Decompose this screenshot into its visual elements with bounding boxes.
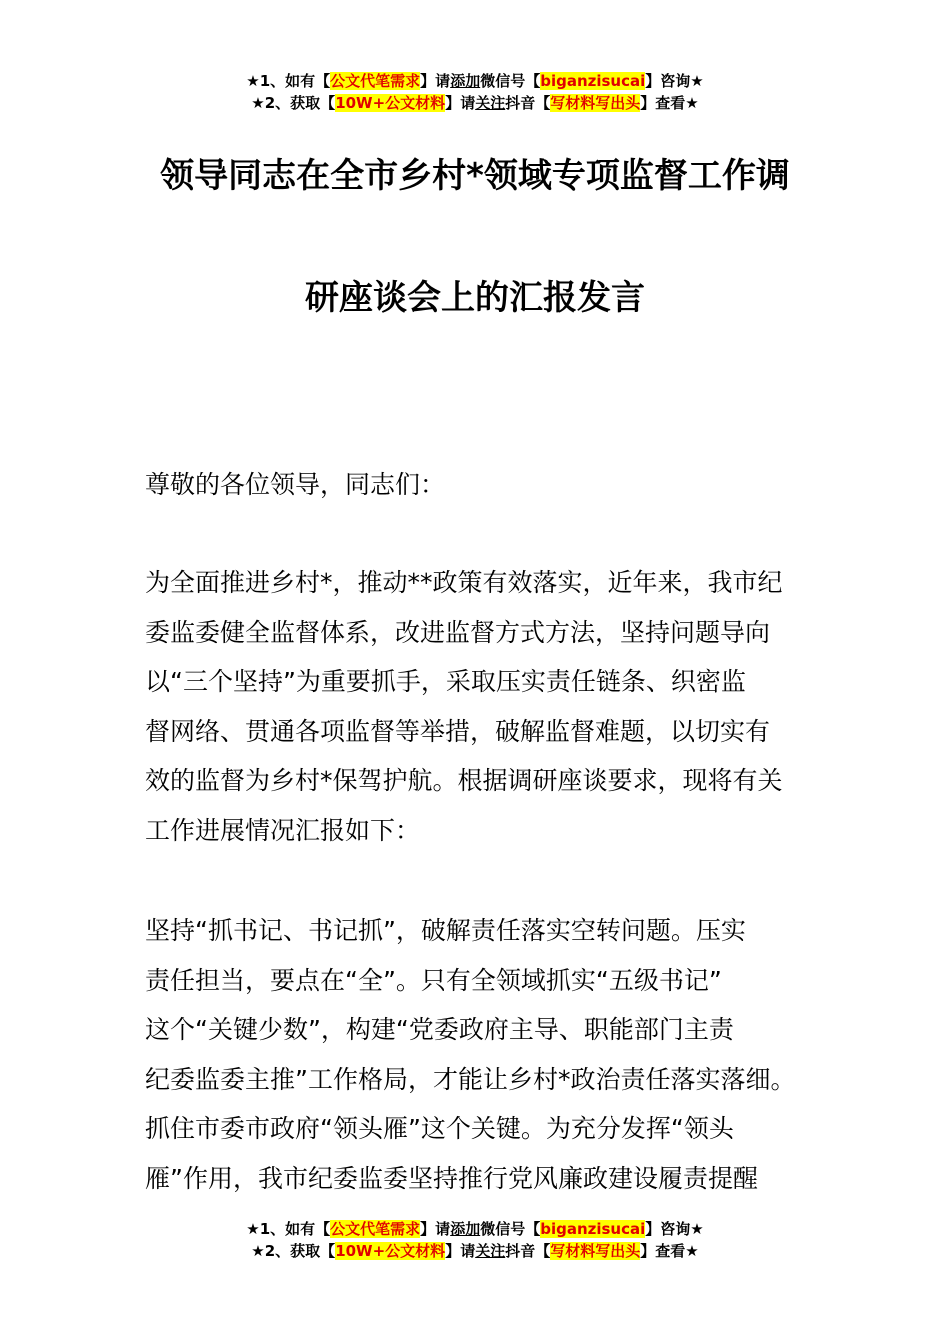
bottom-ad-banner (0, 1218, 950, 1262)
paragraph-intro (145, 558, 835, 855)
banner-line-1: ★1、如有【公文代笔需求】请添加微信号【biganzisucai】咨询★ (246, 72, 704, 90)
text-line: 工作进展情况汇报如下： (145, 815, 421, 845)
highlight-wechat-id: biganzisucai (540, 1220, 646, 1238)
document-title-line-1: 领导同志在全市乡村*领域专项监督工作调 (160, 156, 790, 196)
text-line: 抓住市委市政府“领头雁”这个关键。为充分发挥“领头 (145, 1114, 734, 1143)
highlight-douyin: 写材料写出头 (550, 94, 641, 112)
banner-line-2: ★2、获取【10W+公文材料】请关注抖音【写材料写出头】查看★ (251, 94, 699, 112)
text-line: 效的监督为乡村*保驾护航。根据调研座谈要求，现将有关 (145, 766, 783, 795)
highlight-materials: 10W+公文材料 (335, 94, 446, 112)
highlight-ghostwriting: 公文代笔需求 (330, 1220, 421, 1238)
highlight-douyin: 写材料写出头 (550, 1242, 641, 1260)
highlight-ghostwriting: 公文代笔需求 (330, 72, 421, 90)
greeting: 尊敬的各位领导，同志们： (145, 470, 446, 499)
top-ad-banner (0, 70, 950, 114)
text-line: 为全面推进乡村*，推动**政策有效落实，近年来，我市纪 (145, 568, 783, 597)
paragraph-responsibility (145, 906, 835, 1203)
highlight-wechat-id: biganzisucai (540, 72, 646, 90)
text-line: 委监委健全监督体系，改进监督方式方法，坚持问题导向 (145, 617, 771, 647)
text-line: 督网络、贯通各项监督等举措，破解监督难题，以切实有 (145, 716, 771, 746)
text-line: 纪委监委主推”工作格局，才能让乡村*政治责任落实落细。 (145, 1064, 796, 1094)
banner-line-1: ★1、如有【公文代笔需求】请添加微信号【biganzisucai】咨询★ (246, 1220, 704, 1238)
highlight-materials: 10W+公文材料 (335, 1242, 446, 1260)
text-line: 这个“关键少数”，构建“党委政府主导、职能部门主责 (145, 1015, 734, 1044)
text-line: 雁”作用，我市纪委监委坚持推行党风廉政建设履责提醒 (145, 1163, 758, 1193)
text-line: 坚持“抓书记、书记抓”，破解责任落实空转问题。压实 (145, 916, 746, 945)
text-line: 责任担当，要点在“全”。只有全领域抓实“五级书记” (145, 965, 722, 995)
banner-line-2: ★2、获取【10W+公文材料】请关注抖音【写材料写出头】查看★ (251, 1242, 699, 1260)
text-line: 以“三个坚持”为重要抓手，采取压实责任链条、织密监 (145, 667, 746, 696)
document-title-line-2: 研座谈会上的汇报发言 (305, 278, 645, 318)
